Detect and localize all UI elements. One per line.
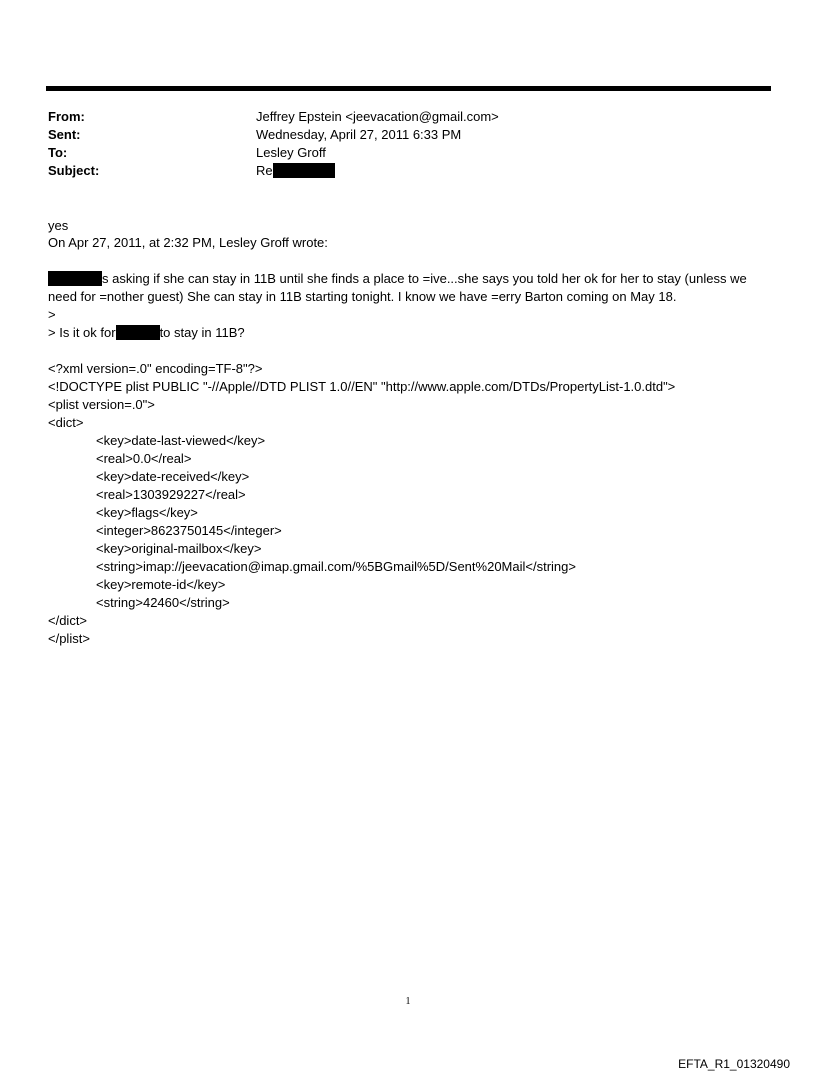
redaction-block [48, 271, 102, 286]
to-label: To: [48, 145, 68, 160]
xml-line: <string>42460</string> [96, 595, 230, 610]
xml-line: <key>original-mailbox</key> [96, 541, 262, 556]
xml-line: </dict> [48, 613, 88, 628]
from-value: Jeffrey Epstein <jeevacation@gmail.com> [256, 109, 499, 124]
xml-line: <key>date-received</key> [96, 469, 250, 484]
subject-label: Subject: [48, 163, 100, 178]
reply-text: yes [48, 218, 69, 233]
subject-value [256, 162, 756, 180]
header-rule [46, 86, 771, 91]
xml-line: <key>remote-id</key> [96, 577, 226, 592]
xml-line: </plist> [48, 631, 90, 646]
quote-line-1 [48, 270, 768, 288]
redaction-block [273, 163, 335, 178]
subject-prefix: Re [256, 163, 273, 178]
xml-line: <key>flags</key> [96, 505, 198, 520]
sent-value: Wednesday, April 27, 2011 6:33 PM [256, 127, 462, 142]
quote-intro: On Apr 27, 2011, at 2:32 PM, Lesley Groff wrote: [48, 235, 328, 250]
quote-line-2: need for =nother guest) She can stay in 11B starting tonight. I know we have =erry Barton coming on May 18. [48, 289, 677, 304]
bates-number: EFTA_R1_01320490 [678, 1057, 790, 1071]
sent-label: Sent: [48, 127, 81, 142]
quote-line-4-a: > Is it ok for [48, 325, 116, 340]
xml-line: <key>date-last-viewed</key> [96, 433, 266, 448]
xml-line: <integer>8623750145</integer> [96, 523, 282, 538]
xml-line: <?xml version=.0" encoding=TF-8"?> [48, 361, 263, 376]
quote-line-3: > [48, 307, 56, 322]
xml-line: <dict> [48, 415, 84, 430]
quote-line-4 [48, 324, 768, 342]
xml-line: <real>0.0</real> [96, 451, 192, 466]
page-number: 1 [405, 996, 411, 1007]
quote-line-4-b: to stay in 11B? [159, 325, 245, 340]
quote-line-1-text: s asking if she can stay in 11B until she finds a place to =ive...she says you told her ok for her to stay (unless we [102, 271, 747, 286]
xml-line: <plist version=.0"> [48, 397, 155, 412]
xml-line: <string>imap://jeevacation@imap.gmail.com/%5BGmail%5D/Sent%20Mail</string> [96, 559, 576, 574]
xml-line: <real>1303929227</real> [96, 487, 246, 502]
xml-line: <!DOCTYPE plist PUBLIC "-//Apple//DTD PLIST 1.0//EN" "http://www.apple.com/DTDs/PropertyList-1.0.dtd"> [48, 379, 676, 394]
redaction-block [116, 325, 160, 340]
from-label: From: [48, 109, 85, 124]
to-value: Lesley Groff [256, 145, 326, 160]
